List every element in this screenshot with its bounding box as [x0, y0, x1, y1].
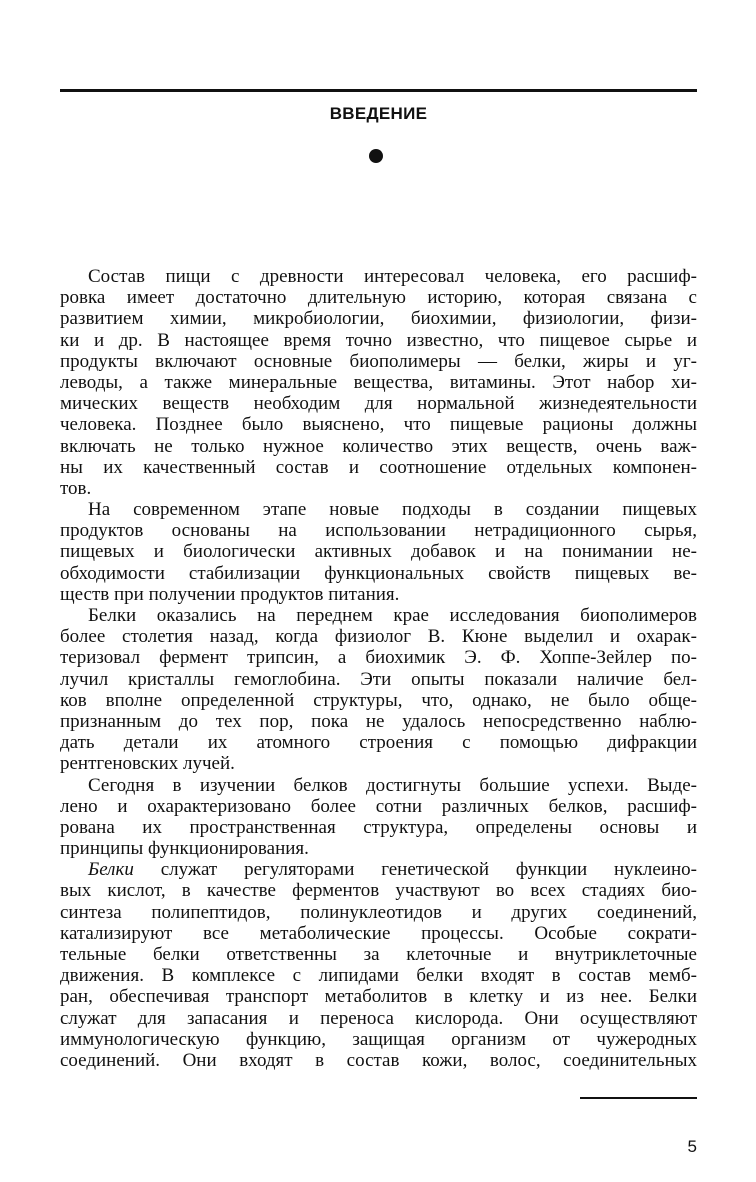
paragraph-1-line: Состав пищи с древности интересовал человека, его расшиф-: [88, 266, 697, 287]
paragraph-1-line: ки и др. В настоящее время точно известно, что пищевое сырье и: [60, 329, 697, 351]
header-rule: [60, 89, 697, 92]
paragraph-1-line: человека. Позднее было выяснено, что пищевые рационы должны: [60, 414, 697, 436]
paragraph-4-line: лено и охарактеризовано более сотни различных белков, расшиф-: [60, 795, 697, 817]
paragraph-2-line: ществ при получении продуктов питания.: [60, 583, 400, 605]
paragraph-1-line: тов.: [60, 477, 92, 499]
paragraph-4-line: принципы функционирования.: [60, 838, 309, 860]
paragraph-3-line: рентгеновских лучей.: [60, 753, 235, 775]
paragraph-5-line: иммунологическую функцию, защищая организм от чужеродных: [60, 1028, 697, 1050]
paragraph-1-line: ны их качественный состав и соотношение отдельных компонен-: [60, 456, 697, 478]
paragraph-5-line: катализируют все метаболические процессы. Особые сократи-: [60, 922, 697, 944]
paragraph-1-line: включать не только нужное количество этих веществ, очень важ-: [60, 435, 697, 457]
paragraph-3-line: признанным до тех пор, пока не удалось непосредственно наблю-: [60, 710, 697, 732]
paragraph-5-first-line-rest: служат регуляторами генетической функции нуклеино-: [133, 859, 697, 881]
paragraph-1-line: леводы, а также минеральные вещества, витамины. Этот набор хи-: [60, 371, 697, 393]
paragraph-5-line: движения. В комплексе с липидами белки входят в состав мемб-: [60, 965, 697, 987]
paragraph-4-line: рована их пространственная структура, определены основы и: [60, 816, 697, 838]
paragraph-2-line: На современном этапе новые подходы в создании пищевых: [88, 499, 697, 521]
paragraph-5-line: синтеза полипептидов, полинуклеотидов и других соединений,: [60, 901, 697, 923]
paragraph-3-line: ков вполне определенной структуры, что, однако, не было обще-: [60, 689, 697, 711]
paragraph-5-line: [60, 859, 697, 880]
paragraph-1-line: продукты включают основные биополимеры — белки, жиры и уг-: [60, 350, 697, 372]
footer-rule: [580, 1097, 697, 1099]
paragraph-5-line: вых кислот, в качестве ферментов участвуют во всех стадиях био-: [60, 880, 697, 902]
paragraph-3-line: лучил кристаллы гемоглобина. Эти опыты показали наличие бел-: [60, 668, 697, 690]
paragraph-3-line: теризовал фермент трипсин, а биохимик Э. Ф. Хоппе-Зейлер по-: [60, 647, 697, 669]
section-heading: ВВЕДЕНИЕ: [329, 104, 428, 123]
paragraph-4-line: Сегодня в изучении белков достигнуты большие успехи. Выде-: [88, 774, 697, 796]
paragraph-5-line: тельные белки ответственны за клеточные и внутриклеточные: [60, 944, 697, 965]
page-number: 5: [687, 1137, 697, 1156]
paragraph-5-line: ран, обеспечивая транспорт метаболитов в клетку и из нее. Белки: [60, 986, 697, 1008]
paragraph-2-line: обходимости стабилизации функциональных свойств пищевых ве-: [60, 562, 697, 584]
italic-term: Белки: [88, 859, 134, 881]
paragraph-1-line: развитием химии, микробиологии, биохимии, физиологии, физи-: [60, 308, 697, 330]
paragraph-1-line: ровка имеет достаточно длительную историю, которая связана с: [60, 287, 697, 309]
paragraph-3-line: более столетия назад, когда физиолог В. Кюне выделил и охарак-: [60, 626, 697, 648]
bullet-ornament: [369, 149, 383, 163]
paragraph-1-line: мических веществ необходим для нормальной жизнедеятельности: [60, 393, 697, 415]
paragraph-5-line: соединений. Они входят в состав кожи, волос, соединительных: [60, 1049, 697, 1071]
paragraph-2-line: продуктов основаны на использовании нетрадиционного сырья,: [60, 520, 697, 542]
paragraph-5-line: служат для запасания и переноса кислорода. Они осуществляют: [60, 1007, 697, 1029]
paragraph-2-line: пищевых и биологически активных добавок и на понимании не-: [60, 541, 697, 563]
body-text: [60, 266, 697, 1071]
paragraph-3-line: дать детали их атомного строения с помощью дифракции: [60, 732, 697, 754]
paragraph-3-line: Белки оказались на переднем крае исследования биополимеров: [88, 605, 697, 626]
